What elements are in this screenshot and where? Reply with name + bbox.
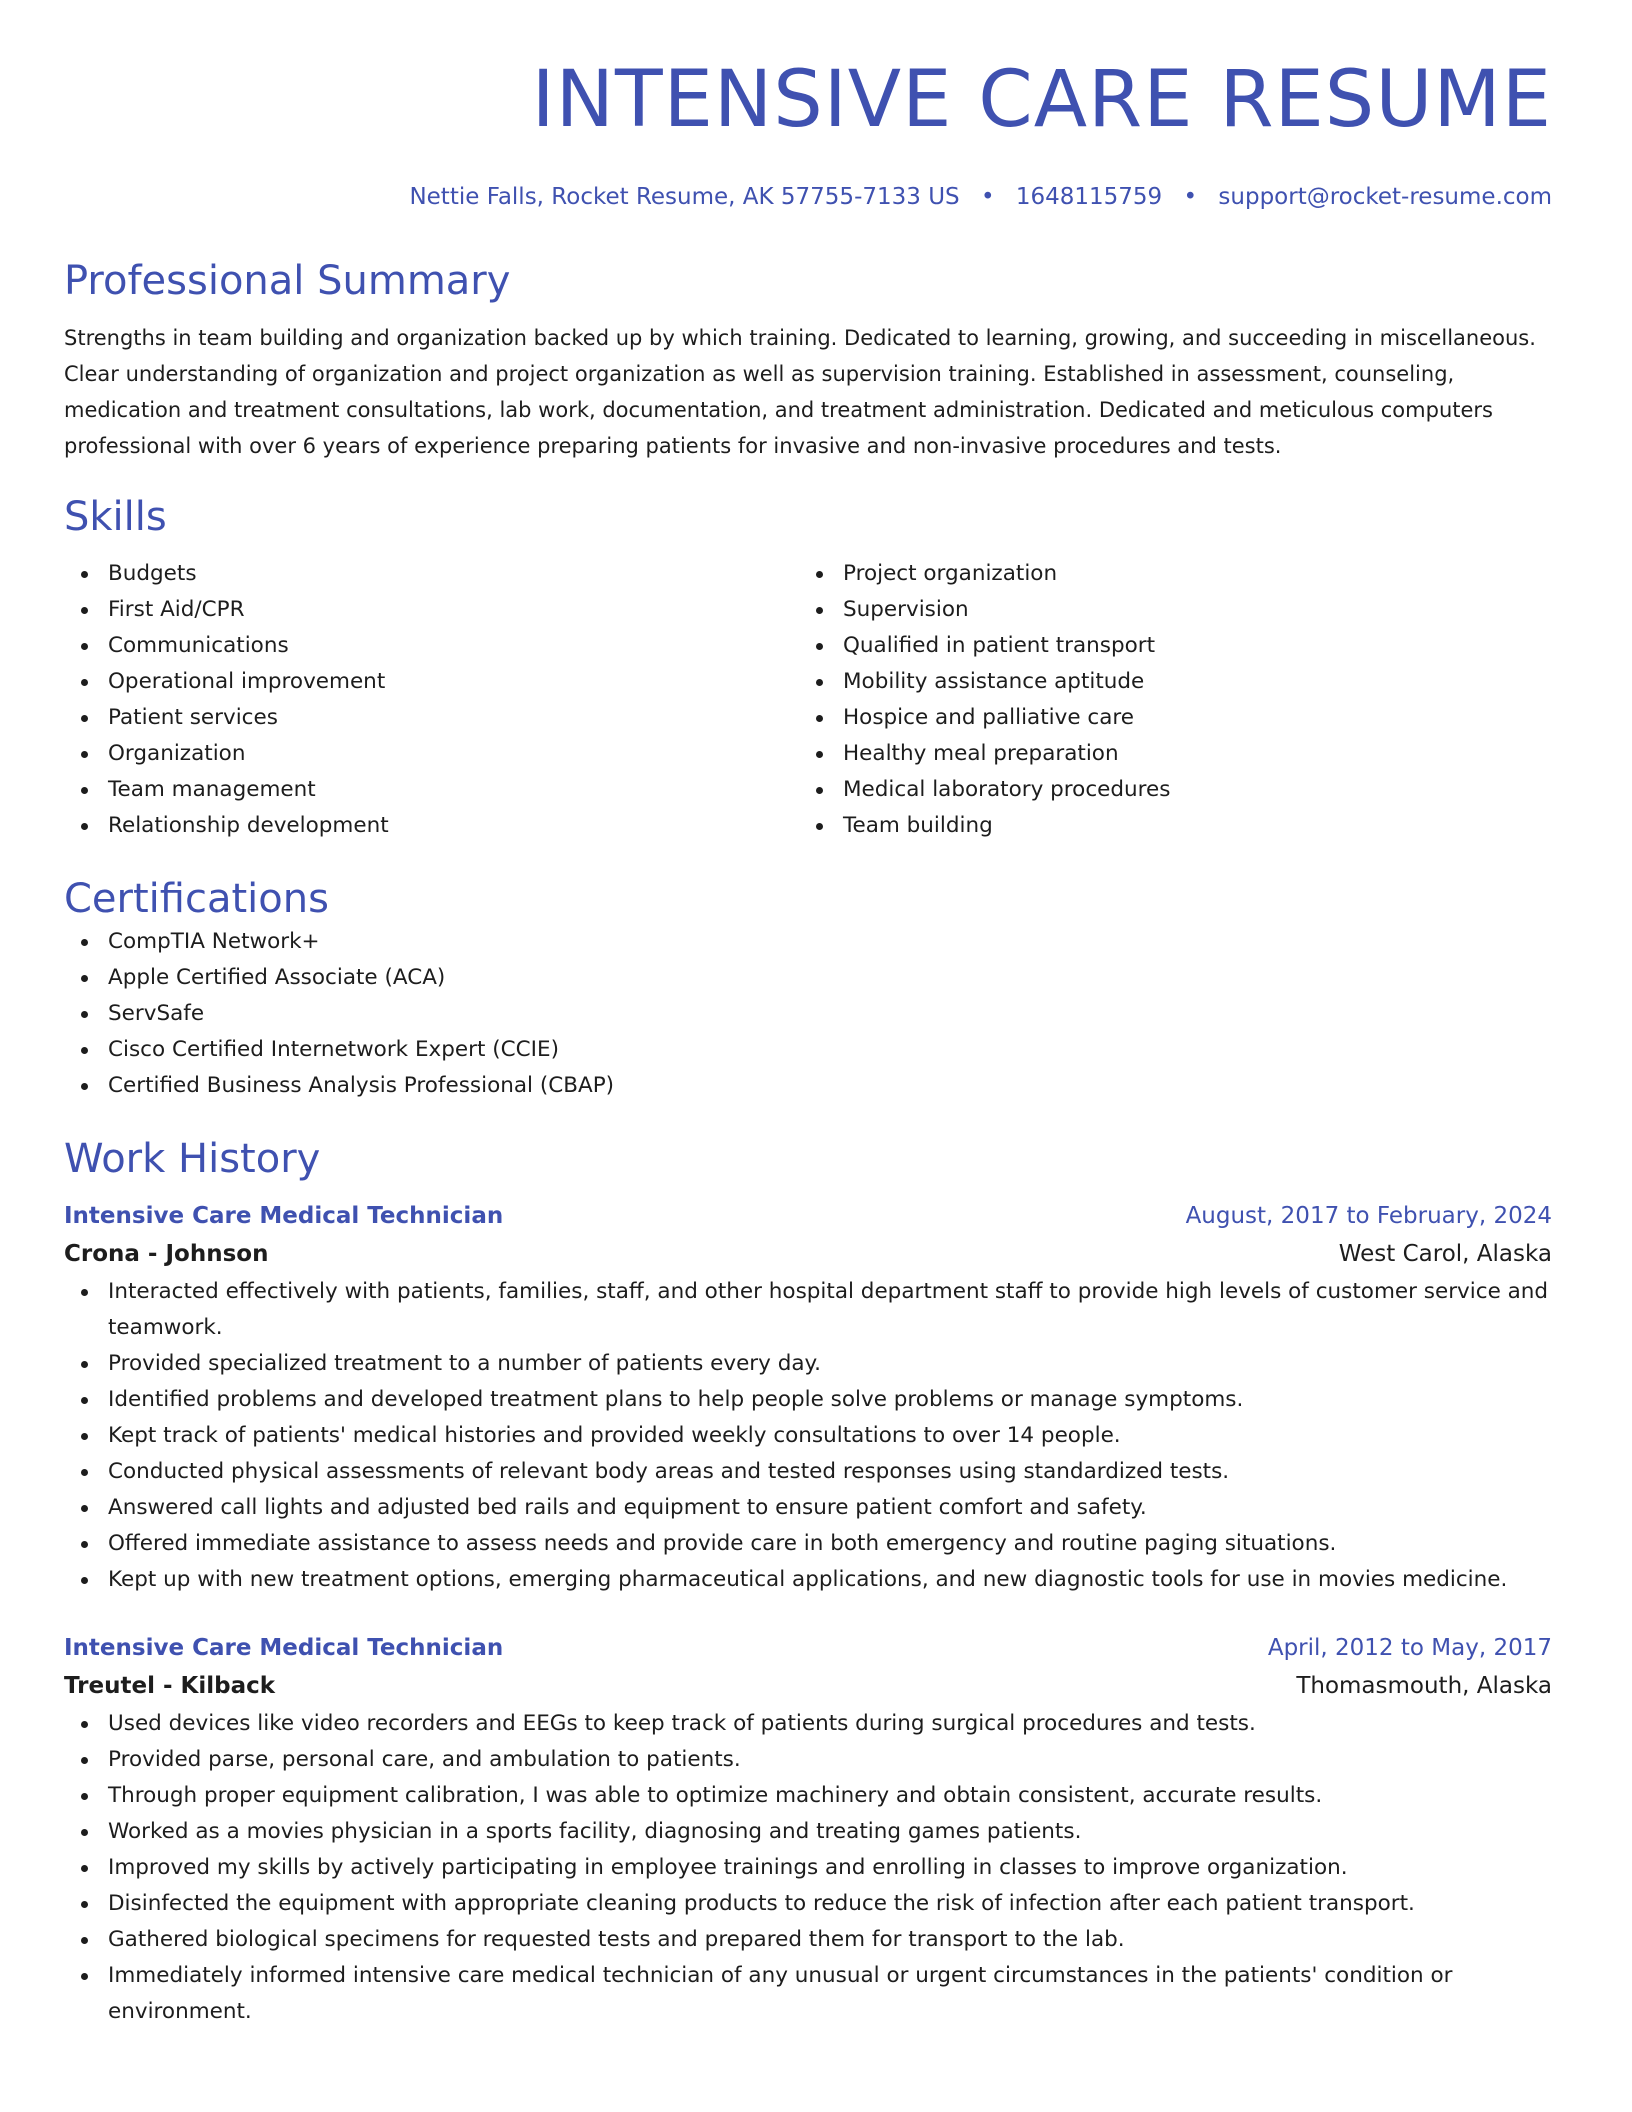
job-duty-item: Identified problems and developed treatment plans to help people solve problems or manage symptoms.: [64, 1382, 1552, 1418]
job-duty-item: Provided parse, personal care, and ambulation to patients.: [64, 1742, 1552, 1778]
skill-item: Operational improvement: [64, 664, 799, 700]
job-company: Crona - Johnson: [64, 1241, 269, 1267]
resume-header: [64, 0, 1552, 212]
job-duties-list: [64, 1274, 1552, 1598]
job-duty-item: Kept up with new treatment options, emerging pharmaceutical applications, and new diagnostic tools for use in movies medicine.: [64, 1562, 1552, 1598]
certification-item: Apple Certified Associate (ACA): [64, 960, 1552, 996]
skill-item: Project organization: [799, 556, 1534, 592]
job-duty-item: Improved my skills by actively participating in employee trainings and enrolling in classes to improve organization.: [64, 1850, 1552, 1886]
job-duties-list: [64, 1706, 1552, 2030]
job-dates: August, 2017 to February, 2024: [1185, 1203, 1552, 1229]
job-title: Intensive Care Medical Technician: [64, 1203, 504, 1229]
certifications-list: [64, 924, 1552, 1104]
job-duty-item: Gathered biological specimens for requested tests and prepared them for transport to the lab.: [64, 1922, 1552, 1958]
skill-item: Healthy meal preparation: [799, 736, 1534, 772]
skill-item: Hospice and palliative care: [799, 700, 1534, 736]
skills-section: [64, 492, 1552, 844]
skill-item: Patient services: [64, 700, 799, 736]
skills-list-right: [799, 556, 1534, 844]
work-history-section: [64, 1134, 1552, 2030]
job-duty-item: Interacted effectively with patients, families, staff, and other hospital department staff to provide high levels of customer service and teamwork.: [64, 1274, 1552, 1346]
contact-phone: 1648115759: [1015, 184, 1163, 210]
skills-column-right: [799, 556, 1534, 844]
contact-email: support@rocket-resume.com: [1218, 184, 1552, 210]
job-company-row: [64, 1234, 1552, 1274]
job-duty-item: Kept track of patients' medical histories and provided weekly consultations to over 14 people.: [64, 1418, 1552, 1454]
job-title: Intensive Care Medical Technician: [64, 1635, 504, 1661]
skills-heading: Skills: [64, 494, 167, 540]
contact-address: Nettie Falls, Rocket Resume, AK 57755-7133 US: [409, 184, 960, 210]
job-duty-item: Answered call lights and adjusted bed rails and equipment to ensure patient comfort and safety.: [64, 1490, 1552, 1526]
certification-item: Cisco Certified Internetwork Expert (CCIE): [64, 1032, 1552, 1068]
job-location: Thomasmouth, Alaska: [1296, 1673, 1552, 1699]
skill-item: Supervision: [799, 592, 1534, 628]
certification-item: CompTIA Network+: [64, 924, 1552, 960]
skill-item: Team building: [799, 808, 1534, 844]
job-duty-item: Disinfected the equipment with appropriate cleaning products to reduce the risk of infection after each patient transport.: [64, 1886, 1552, 1922]
certifications-heading: Certifications: [64, 876, 329, 922]
skill-item: Qualified in patient transport: [799, 628, 1534, 664]
certifications-section: [64, 874, 1552, 1104]
job-title-row: [64, 1630, 1552, 1666]
job-duty-item: Immediately informed intensive care medical technician of any unusual or urgent circumstances in the patients' condition or environment.: [64, 1958, 1552, 2030]
job-duty-item: Worked as a movies physician in a sports facility, diagnosing and treating games patients.: [64, 1814, 1552, 1850]
job-duty-item: Provided specialized treatment to a number of patients every day.: [64, 1346, 1552, 1382]
job-duty-item: Offered immediate assistance to assess needs and provide care in both emergency and routine paging situations.: [64, 1526, 1552, 1562]
job-title-row: [64, 1198, 1552, 1234]
contact-line: [64, 182, 1552, 212]
summary-text: Strengths in team building and organization backed up by which training. Dedicated to learning, growing, and succeeding in miscellaneous. Clear understanding of organization and project organization as well as supervision training. Established in assessment, counseling, medication and treatment consultations, lab work, documentation, and treatment administration. Dedicated and meticulous computers professional with over 6 years of experience preparing patients for invasive and non-invasive procedures and tests.: [64, 326, 1536, 458]
contact-separator: •: [980, 184, 995, 210]
resume-title: INTENSIVE CARE RESUME: [531, 55, 1552, 145]
contact-separator: •: [1183, 184, 1198, 210]
job-company-row: [64, 1666, 1552, 1706]
job-location: West Carol, Alaska: [1338, 1241, 1552, 1267]
resume-page: [64, 0, 1552, 2030]
skill-item: Mobility assistance aptitude: [799, 664, 1534, 700]
skills-column-left: [64, 556, 799, 844]
skill-item: Relationship development: [64, 808, 799, 844]
skill-item: Organization: [64, 736, 799, 772]
skill-item: First Aid/CPR: [64, 592, 799, 628]
skill-item: Budgets: [64, 556, 799, 592]
skill-item: Medical laboratory procedures: [799, 772, 1534, 808]
job-dates: April, 2012 to May, 2017: [1267, 1635, 1552, 1661]
job-entry: [64, 1198, 1552, 1598]
job-duty-item: Used devices like video recorders and EEGs to keep track of patients during surgical procedures and tests.: [64, 1706, 1552, 1742]
certification-item: ServSafe: [64, 996, 1552, 1032]
skills-grid: [64, 556, 1552, 844]
certification-item: Certified Business Analysis Professional (CBAP): [64, 1068, 1552, 1104]
job-company: Treutel - Kilback: [64, 1673, 276, 1699]
summary-section: [64, 256, 1552, 464]
summary-heading: Professional Summary: [64, 258, 511, 304]
work-history-heading: Work History: [64, 1136, 321, 1182]
skill-item: Communications: [64, 628, 799, 664]
job-duty-item: Conducted physical assessments of relevant body areas and tested responses using standardized tests.: [64, 1454, 1552, 1490]
job-entry: [64, 1630, 1552, 2030]
job-duty-item: Through proper equipment calibration, I was able to optimize machinery and obtain consistent, accurate results.: [64, 1778, 1552, 1814]
skills-list-left: [64, 556, 799, 844]
skill-item: Team management: [64, 772, 799, 808]
